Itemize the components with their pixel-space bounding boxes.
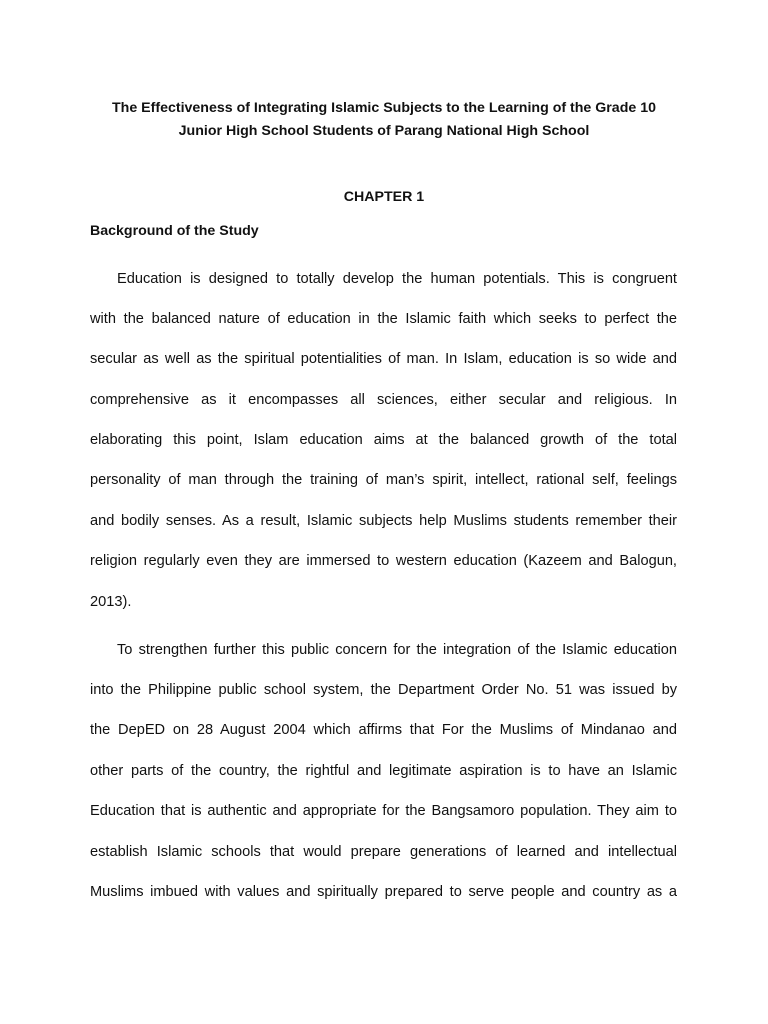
document-title-line-2: Junior High School Students of Parang National High School [178,123,590,139]
paragraph-1-line: personality of man through the training of man’s spirit, intellect, rational self, feelings [90,472,677,488]
paragraph-1-line: secular as well as the spiritual potentialities of man. In Islam, education is so wide and [90,351,677,367]
paragraph-1-line: and bodily senses. As a result, Islamic subjects help Muslims students remember their [90,513,677,529]
paragraph-1-line: religion regularly even they are immersed to western education (Kazeem and Balogun, [90,553,677,569]
paragraph-2-line: into the Philippine public school system, the Department Order No. 51 was issued by [90,682,677,698]
paragraph-1-line: 2013). [90,594,132,610]
paragraph-1-line: Education is designed to totally develop the human potentials. This is congruent [117,271,677,287]
section-heading: Background of the Study [90,223,259,239]
paragraph-2-line: Muslims imbued with values and spiritually prepared to serve people and country as a [90,884,677,900]
paragraph-2-line: other parts of the country, the rightful and legitimate aspiration is to have an Islamic [90,763,677,779]
paragraph-1-line: elaborating this point, Islam education aims at the balanced growth of the total [90,432,677,448]
document-title-line-1: The Effectiveness of Integrating Islamic Subjects to the Learning of the Grade 10 [112,100,656,116]
paragraph-2-line: establish Islamic schools that would prepare generations of learned and intellectual [90,844,677,860]
paragraph-2-line: the DepED on 28 August 2004 which affirms that For the Muslims of Mindanao and [90,722,677,738]
paragraph-2-line: Education that is authentic and appropriate for the Bangsamoro population. They aim to [90,803,677,819]
paragraph-1-line: with the balanced nature of education in the Islamic faith which seeks to perfect the [90,311,677,327]
paragraph-1-line: comprehensive as it encompasses all sciences, either secular and religious. In [90,392,677,408]
paragraph-2-line: To strengthen further this public concern for the integration of the Islamic education [117,642,677,658]
chapter-heading: CHAPTER 1 [343,189,425,205]
